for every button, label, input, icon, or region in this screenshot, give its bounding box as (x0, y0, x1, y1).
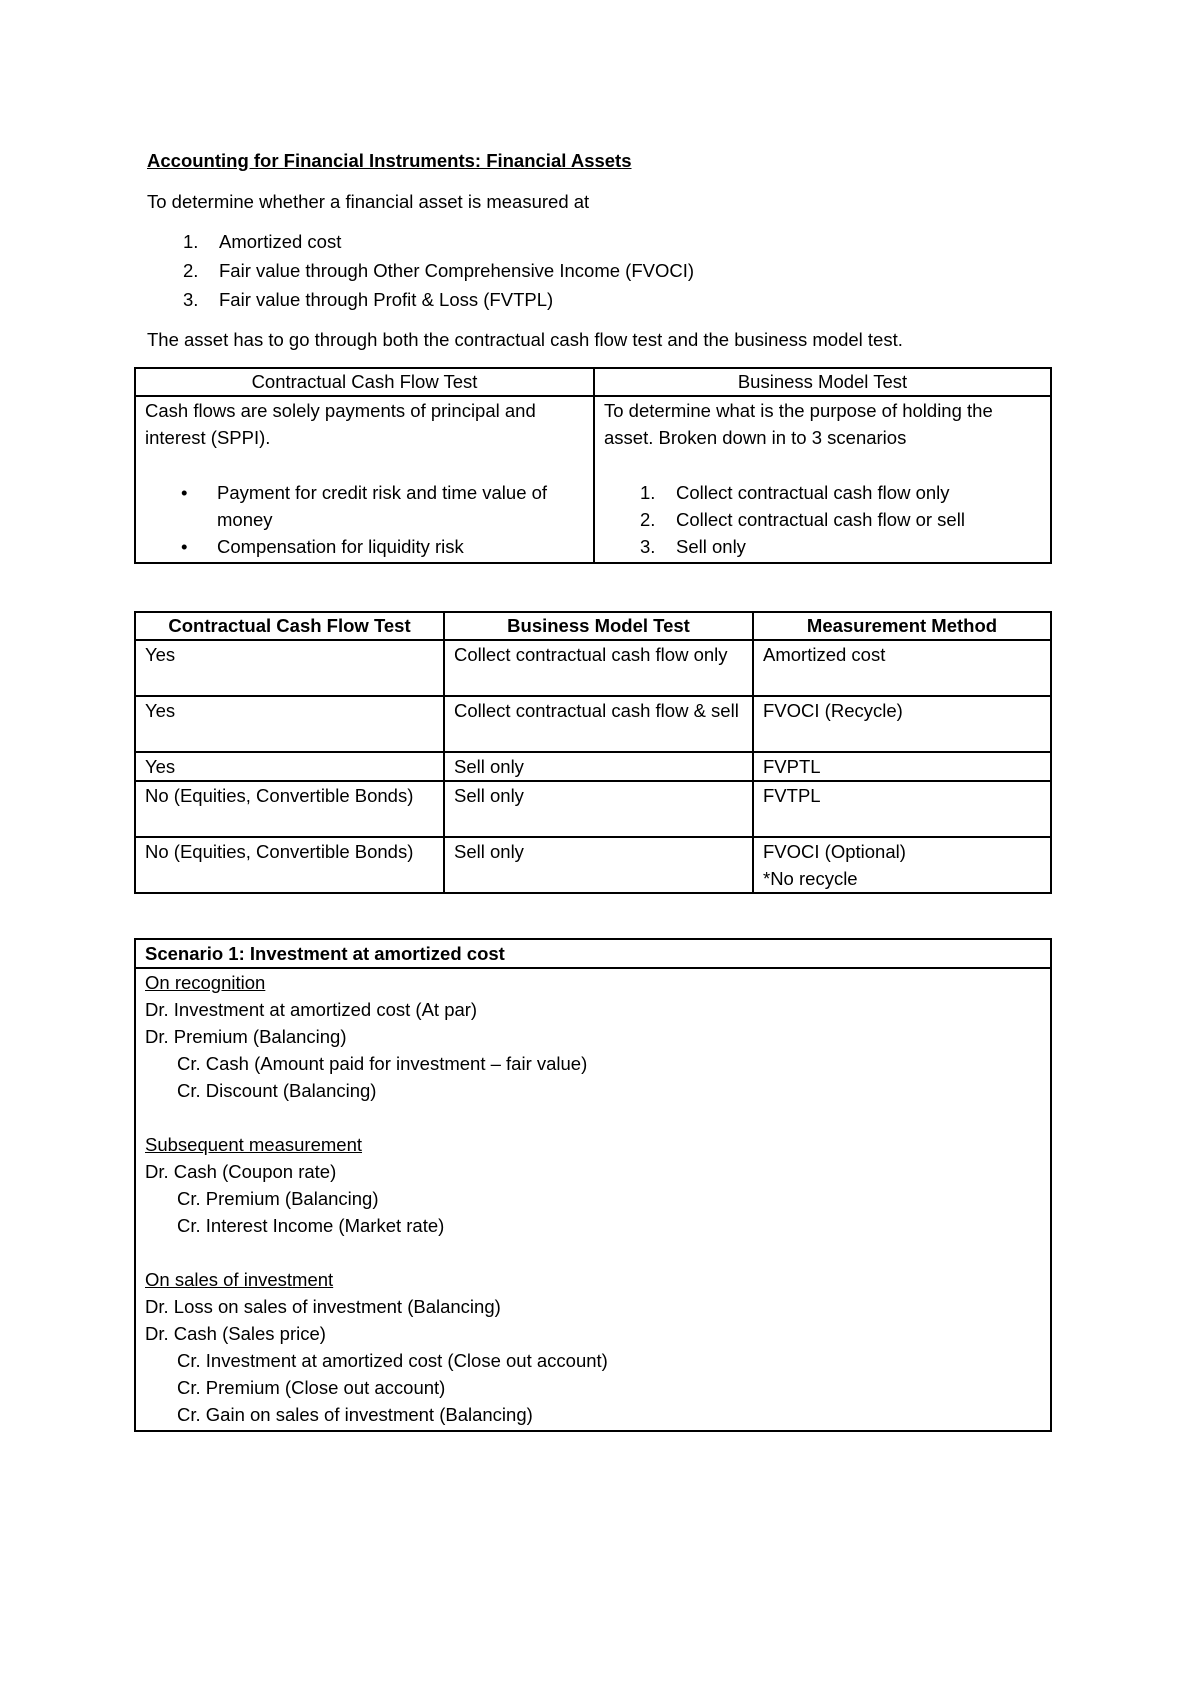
journal-line: Dr. Cash (Sales price) (145, 1323, 326, 1344)
journal-line: Cr. Premium (Balancing) (177, 1188, 379, 1209)
list-item-text: Collect contractual cash flow only (676, 482, 950, 503)
list-item (147, 285, 1057, 314)
table-row (135, 837, 1051, 893)
table-cell: No (Equities, Convertible Bonds) (135, 781, 444, 837)
list-number: 2. (640, 509, 656, 530)
intro-text: To determine whether a financial asset is measured at (147, 191, 590, 212)
document-title: Accounting for Financial Instruments: Financial Assets (147, 150, 632, 171)
table-cell: Yes (135, 640, 444, 696)
list-item (145, 479, 584, 533)
journal-line: Cr. Cash (Amount paid for investment – fair value) (177, 1053, 588, 1074)
journal-line: Cr. Gain on sales of investment (Balancing) (177, 1404, 533, 1425)
table-cell (753, 837, 1051, 893)
list-number: 2. (183, 260, 199, 281)
table-cell: FVOCI (Recycle) (753, 696, 1051, 752)
section-heading: On recognition (145, 972, 266, 993)
bullet-icon: • (181, 536, 188, 557)
list-item-text: Collect contractual cash flow or sell (676, 509, 965, 530)
journal-line: Cr. Discount (Balancing) (177, 1080, 377, 1101)
table-cell: Sell only (444, 781, 753, 837)
document-page (147, 147, 1057, 1432)
journal-line: Dr. Loss on sales of investment (Balancing) (145, 1296, 501, 1317)
cell-text: To determine what is the purpose of holding the asset. Broken down in to 3 scenarios (604, 400, 993, 448)
journal-line: Cr. Investment at amortized cost (Close out account) (177, 1350, 608, 1371)
list-item-text: Compensation for liquidity risk (217, 536, 464, 557)
table-cell: Collect contractual cash flow only (444, 640, 753, 696)
lead-text: The asset has to go through both the contractual cash flow test and the business model test. (147, 329, 903, 350)
section-heading: Subsequent measurement (145, 1134, 362, 1155)
table-cell: No (Equities, Convertible Bonds) (135, 837, 444, 893)
list-item (604, 479, 1041, 506)
journal-line: Cr. Interest Income (Market rate) (177, 1215, 445, 1236)
measurement-method-table (134, 611, 1052, 894)
journal-line: Cr. Premium (Close out account) (177, 1377, 446, 1398)
table-cell (594, 396, 1051, 563)
cell-text: Cash flows are solely payments of principal and interest (SPPI). (145, 400, 536, 448)
list-item (145, 533, 584, 560)
bullet-icon: • (181, 482, 188, 503)
journal-line: Dr. Investment at amortized cost (At par) (145, 999, 478, 1020)
column-header: Business Model Test (444, 612, 753, 640)
table-cell: Yes (135, 752, 444, 781)
bullet-list (145, 479, 584, 560)
list-item-text: Fair value through Profit & Loss (FVTPL) (219, 289, 554, 310)
list-item (604, 533, 1041, 560)
tests-overview-table (134, 367, 1052, 564)
column-header: Contractual Cash Flow Test (135, 368, 594, 396)
table-cell: Sell only (444, 837, 753, 893)
column-header: Measurement Method (753, 612, 1051, 640)
table-row (135, 696, 1051, 752)
list-item-text: Amortized cost (219, 231, 342, 252)
list-number: 3. (640, 536, 656, 557)
cell-text: FVOCI (Optional) (763, 841, 906, 862)
list-item-text: Payment for credit risk and time value of money (217, 482, 548, 530)
table-row (135, 752, 1051, 781)
list-item (147, 256, 1057, 285)
list-number: 3. (183, 289, 199, 310)
list-item (604, 506, 1041, 533)
table-cell: Amortized cost (753, 640, 1051, 696)
list-number: 1. (640, 482, 656, 503)
measurement-list (147, 227, 1057, 314)
table-cell: FVPTL (753, 752, 1051, 781)
list-item-text: Fair value through Other Comprehensive Income (FVOCI) (219, 260, 695, 281)
journal-line: Dr. Premium (Balancing) (145, 1026, 347, 1047)
scenario-header: Scenario 1: Investment at amortized cost (135, 939, 1051, 968)
table-row (135, 781, 1051, 837)
list-number: 1. (183, 231, 199, 252)
table-cell: Yes (135, 696, 444, 752)
table-cell: Sell only (444, 752, 753, 781)
table-cell (135, 396, 594, 563)
scenario-journal-table (134, 938, 1052, 1432)
list-item-text: Sell only (676, 536, 746, 557)
journal-entries-cell (135, 968, 1051, 1431)
table-cell: FVTPL (753, 781, 1051, 837)
column-header: Business Model Test (594, 368, 1051, 396)
list-item (147, 227, 1057, 256)
journal-line: Dr. Cash (Coupon rate) (145, 1161, 337, 1182)
column-header: Contractual Cash Flow Test (135, 612, 444, 640)
table-cell: Collect contractual cash flow & sell (444, 696, 753, 752)
scenario-list (604, 479, 1041, 560)
section-heading: On sales of investment (145, 1269, 334, 1290)
table-row (135, 640, 1051, 696)
cell-note: *No recycle (763, 868, 858, 889)
